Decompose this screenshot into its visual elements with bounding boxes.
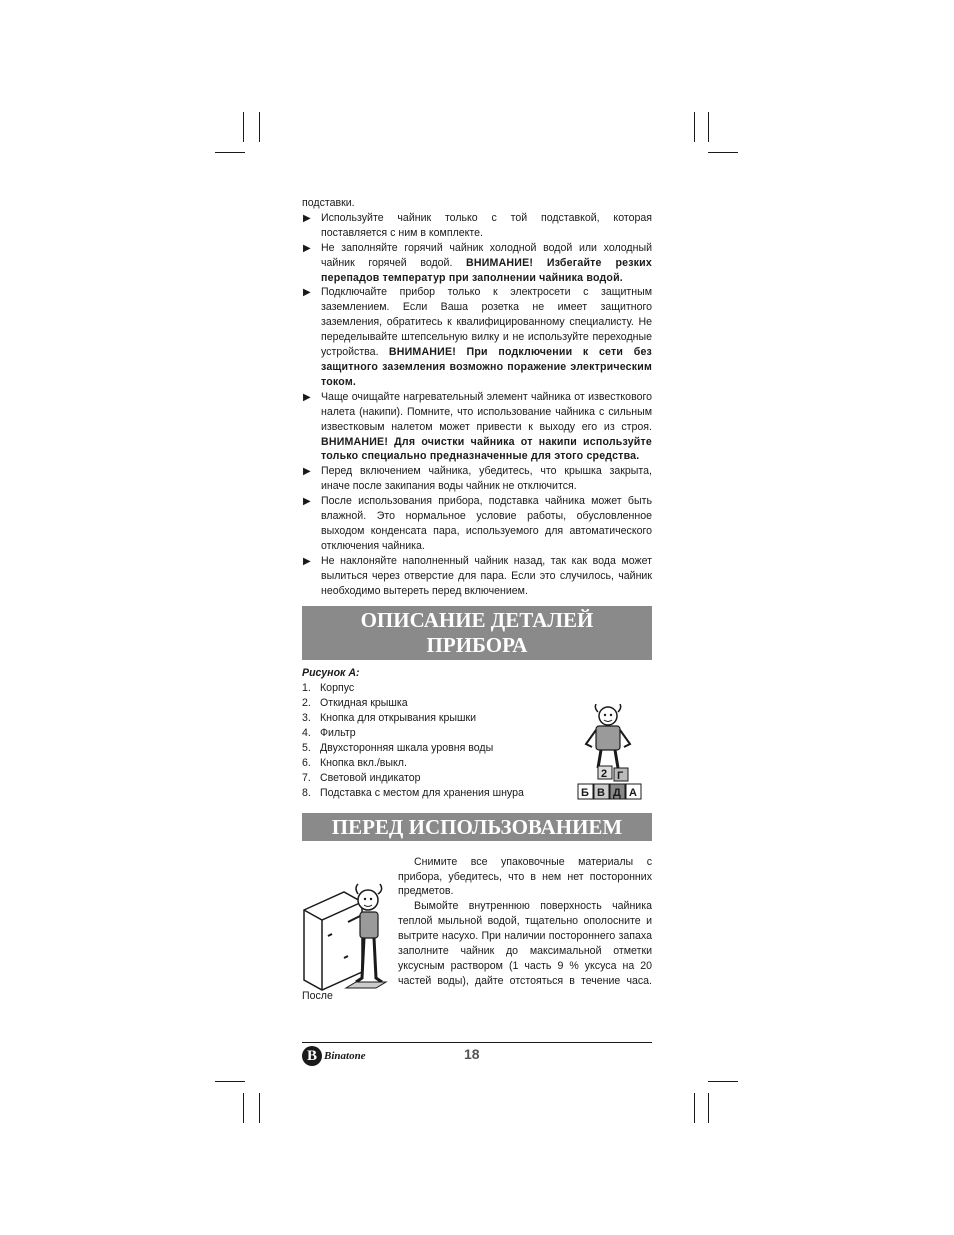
footer-rule (302, 1042, 652, 1043)
bullet-text: Перед включением чайника, убедитесь, что крышка закрыта, иначе после закипания воды чайник не отключится. (321, 465, 652, 493)
part-label: Откидная крышка (320, 697, 408, 710)
safety-bullet (302, 494, 652, 554)
crop-mark (215, 1081, 245, 1082)
bullet-arrow-icon: ▶ (303, 466, 311, 478)
safety-bullet (302, 464, 652, 494)
before-use-paragraph: Снимите все упаковочные материалы с прибора, убедитесь, что в нем нет посторонних предметов. (398, 855, 652, 898)
part-number: 6. (302, 756, 311, 769)
bullet-arrow-icon: ▶ (303, 391, 311, 403)
part-label: Двухсторонняя шкала уровня воды (320, 742, 494, 754)
part-number: 8. (302, 786, 311, 799)
before-use-paragraph: Вымойте внутреннюю поверхность чайника теплой мыльной водой, тщательно ополосните и вытрите насухо. При наличии постороннего запаха заполните чайник до максимальной отметки уксусным раствором (1 часть 9 % уксуса на 20 частей воды), дайте отстояться в течение часа. После (302, 900, 652, 1002)
section-heading-description (302, 606, 652, 660)
crop-mark (694, 112, 695, 142)
brand-logo (302, 1046, 366, 1066)
crop-mark (694, 1093, 695, 1123)
crop-mark (215, 152, 245, 153)
block-letter: Г (617, 770, 624, 782)
list-item (302, 756, 562, 771)
bullet-warning: ВНИМАНИЕ! Избегайте резких перепадов температур при заполнении чайника водой. (321, 256, 652, 284)
list-item (302, 696, 562, 711)
part-label: Корпус (320, 682, 355, 695)
list-item (302, 741, 562, 756)
bullet-arrow-icon: ▶ (303, 242, 311, 254)
list-item (302, 726, 562, 741)
list-item (302, 681, 562, 696)
figure-label: Рисунок А: (302, 667, 360, 680)
cartoon-man-box-illustration (302, 880, 394, 998)
safety-bullets (302, 211, 652, 599)
bullet-warning: ВНИМАНИЕ! Для очистки чайника от накипи используйте только специально предназначенные для этого средства. (321, 435, 652, 463)
bullet-arrow-icon: ▶ (303, 287, 311, 299)
bullet-arrow-icon: ▶ (303, 496, 311, 508)
block-letter: Б (581, 787, 589, 799)
crop-mark (259, 1093, 260, 1123)
bullet-arrow-icon: ▶ (303, 555, 311, 567)
part-label: Кнопка для открывания крышки (320, 712, 477, 725)
section-heading-line: ПРИБОРА (426, 633, 528, 658)
safety-bullet (302, 211, 652, 241)
block-letter: А (629, 787, 637, 799)
list-item (302, 771, 562, 786)
part-number: 4. (302, 727, 311, 740)
brand-logo-icon: B (302, 1046, 322, 1066)
crop-mark (708, 1081, 738, 1082)
safety-bullet (302, 390, 652, 465)
part-number: 1. (302, 682, 311, 695)
bullet-text: Подключайте прибор только к электросети с защитным заземлением. Если Ваша розетка не имеет защитного заземления, обратитесь к квалифицированному специалисту. Не переделывайте штепсельную вилку и не используйте переходные устройства. (321, 286, 652, 359)
bullet-arrow-icon: ▶ (303, 212, 311, 224)
section-heading-line: ОПИСАНИЕ ДЕТАЛЕЙ (360, 608, 594, 633)
block-letter: 2 (601, 768, 608, 780)
crop-mark (708, 1093, 709, 1123)
crop-mark (243, 112, 244, 142)
bullet-text: После использования прибора, подставка чайника может быть влажной. Это нормальное условие работы, обусловленное выходом конденсата пара, используемого для автоматического отключения чайника. (321, 495, 652, 552)
parts-list (302, 681, 562, 800)
list-item (302, 786, 562, 801)
part-number: 7. (302, 771, 311, 784)
bullet-text: Используйте чайник только с той подставкой, которая поставляется с ним в комплекте. (321, 211, 652, 239)
section-heading-before-use: ПЕРЕД ИСПОЛЬЗОВАНИЕМ (302, 813, 652, 841)
block-letter: Д (613, 787, 621, 799)
part-label: Подставка с местом для хранения шнура (320, 786, 524, 799)
bullet-text: Не наклоняйте наполненный чайник назад, так как вода может вылиться через отверстие для пара. Если это случилось, чайник необходимо вытереть перед включением. (321, 554, 652, 597)
part-number: 3. (302, 712, 311, 725)
safety-bullet (302, 241, 652, 286)
part-label: Кнопка вкл./выкл. (320, 756, 407, 769)
part-label: Фильтр (320, 727, 356, 740)
bullet-warning: ВНИМАНИЕ! При подключении к сети без защитного заземления возможно поражение электрическим током. (321, 346, 652, 388)
safety-bullet (302, 285, 652, 389)
cartoon-man-blocks-illustration (574, 704, 654, 808)
page-number: 18 (464, 1046, 480, 1062)
part-label: Световой индикатор (320, 771, 421, 784)
list-item (302, 711, 562, 726)
safety-bullet (302, 554, 652, 599)
intro-fragment: подставки. (302, 197, 355, 209)
block-letter: В (597, 787, 605, 799)
part-number: 2. (302, 697, 311, 710)
bullet-text: Не заполняйте горячий чайник холодной водой или холодный чайник горячей водой. (321, 241, 652, 269)
brand-name: Binatone (324, 1050, 366, 1062)
crop-mark (243, 1093, 244, 1123)
crop-mark (259, 112, 260, 142)
crop-mark (708, 152, 738, 153)
bullet-text: Чаще очищайте нагревательный элемент чайника от известкового налета (накипи). Помните, что использование чайника с сильным известковым налетом может привести к выходу его из строя. (321, 390, 652, 433)
part-number: 5. (302, 742, 311, 754)
crop-mark (708, 112, 709, 142)
